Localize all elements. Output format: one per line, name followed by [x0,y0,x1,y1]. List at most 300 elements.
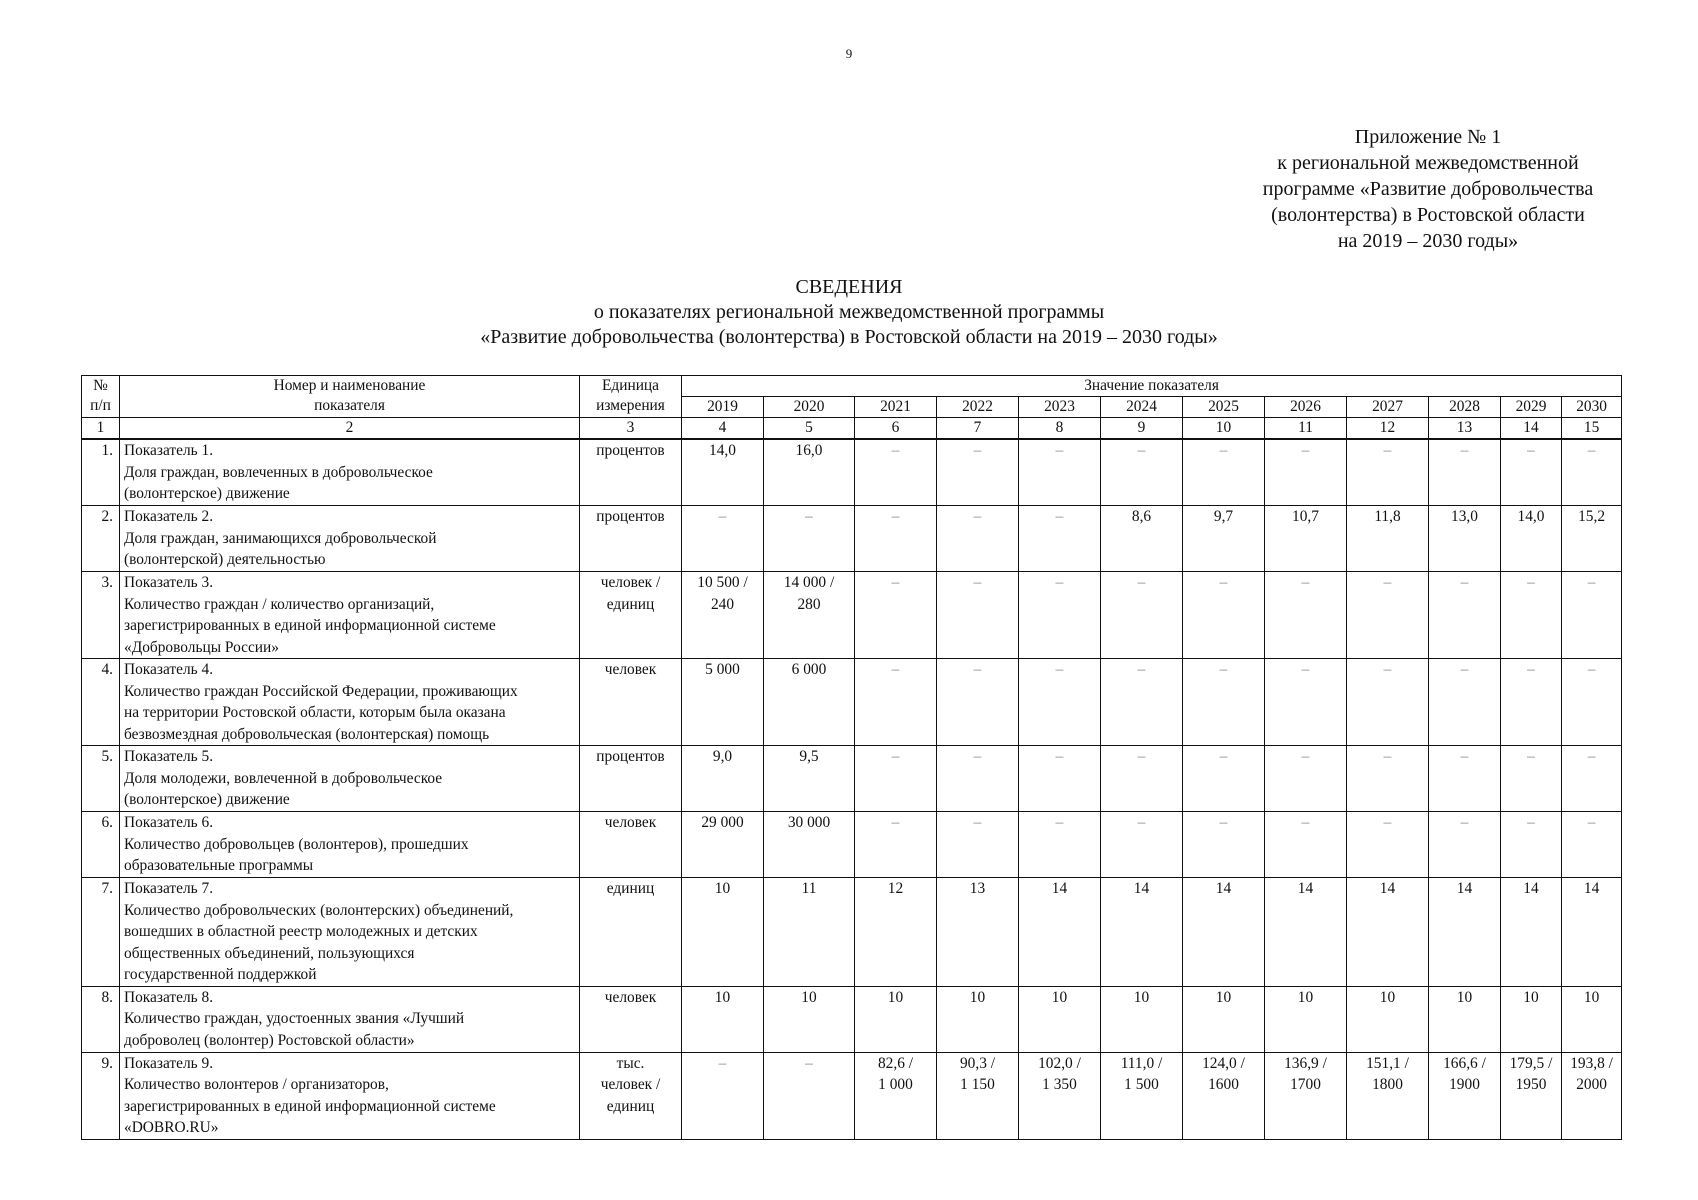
value-cell [1265,506,1347,572]
header-name-cell [120,376,580,418]
value-line: – [973,442,982,459]
value-cell [1562,878,1622,987]
value-line: – [1137,442,1146,459]
indicator-name-line: зарегистрированных в единой информационной системе [124,1097,496,1115]
value-line: – [1383,574,1392,591]
header-unit-line: Единица [601,377,659,394]
indicator-name-line: Доля граждан, занимающихся добровольческой [124,529,437,547]
value-line: – [1219,814,1228,831]
indicator-name-line: Показатель 3. [124,574,214,591]
indicator-name-line: Количество добровольцев (волонтеров), прошедших [124,835,469,853]
value-line: 14 [1379,880,1396,897]
appendix-note [1248,124,1608,254]
value-cell [1347,878,1429,987]
value-cell [1562,986,1622,1052]
indicator-name-line: Количество волонтеров / организаторов, [124,1076,389,1093]
table-row [82,986,1622,1052]
value-cell [1501,746,1562,812]
row-number-cell: 3. [82,572,120,659]
value-line: 102,0 / [1038,1054,1081,1072]
value-line: 30 000 [787,814,831,831]
value-line: 10 500 / [697,574,748,591]
header-year-cell: 2020 [764,397,855,418]
value-cell [1183,812,1265,878]
value-cell [937,1052,1019,1139]
value-line: – [891,748,900,765]
value-line: 14,0 [709,442,736,459]
column-number-cell: 1 [82,418,120,440]
value-cell [855,439,937,506]
value-line: 1700 [1290,1076,1321,1093]
header-unit-line: измерения [596,397,665,414]
value-cell [1347,746,1429,812]
indicator-name-line: Показатель 8. [124,988,214,1006]
value-line: – [973,508,982,525]
header-year-cell: 2030 [1562,397,1622,418]
value-line: – [1527,814,1535,831]
header-year-cell: 2021 [855,397,937,418]
indicator-name-line: Показатель 6. [124,814,214,831]
value-line: – [1137,748,1146,765]
indicator-name-line: (волонтерское) движение [124,485,290,502]
table-row [82,878,1622,987]
value-line: 280 [797,595,821,613]
header-year-cell: 2023 [1019,397,1101,418]
indicator-name-line: Доля граждан, вовлеченных в добровольческое [124,463,433,481]
value-cell [764,659,855,746]
header-year-cell: 2026 [1265,397,1347,418]
row-number-cell: 1. [82,439,120,506]
value-line: 1 350 [1042,1076,1077,1093]
value-cell [855,572,937,659]
value-cell [1183,986,1265,1052]
value-cell [682,746,764,812]
value-cell [1183,572,1265,659]
value-cell [1429,986,1501,1052]
value-line: 10 [1583,988,1600,1006]
value-line: 1 150 [960,1076,995,1093]
value-cell [1183,659,1265,746]
unit-cell [580,812,682,878]
indicator-name-line: «DOBRO.RU» [124,1119,219,1136]
column-number-cell: 6 [855,418,937,440]
value-cell [1265,1052,1347,1139]
value-line: 10 [1523,988,1539,1006]
value-line: 166,6 / [1443,1054,1486,1072]
value-cell [1019,746,1101,812]
value-cell [937,746,1019,812]
appendix-line: к региональной межведомственной [1277,152,1579,174]
indicator-name-cell [120,1052,580,1139]
value-line: – [973,574,982,591]
value-cell [1562,572,1622,659]
value-cell [1562,659,1622,746]
value-cell [1019,506,1101,572]
value-line: – [1137,661,1146,678]
column-number-cell: 11 [1265,418,1347,440]
value-cell [937,986,1019,1052]
value-line: – [1301,814,1310,831]
value-line: – [973,661,982,678]
value-cell [855,986,937,1052]
value-cell [682,986,764,1052]
value-line: 10,7 [1292,508,1319,525]
unit-cell [580,659,682,746]
value-line: 14 [1133,880,1150,897]
value-cell [855,878,937,987]
value-line: – [1137,814,1146,831]
column-number-cell: 9 [1101,418,1183,440]
value-cell [1019,878,1101,987]
value-line: 15,2 [1578,508,1606,525]
indicator-name-line: образовательные программы [124,857,314,874]
value-line: 14,0 [1517,508,1545,525]
unit-line: единиц [606,1097,655,1115]
value-cell [855,1052,937,1139]
indicator-name-line: (волонтерской) деятельностью [124,551,326,568]
value-cell [1501,812,1562,878]
value-line: 1 500 [1124,1076,1159,1093]
table-row [82,659,1622,746]
value-line: – [1383,661,1392,678]
value-line: – [1460,661,1469,678]
indicator-name-cell [120,506,580,572]
indicator-name-line: Показатель 9. [124,1054,214,1072]
value-line: 14 000 / [783,574,835,591]
value-line: – [973,814,982,831]
header-year-cell: 2025 [1183,397,1265,418]
value-line: – [1460,814,1469,831]
header-unit-cell [580,376,682,418]
appendix-line: на 2019 – 2030 годы» [1337,230,1519,252]
value-line: – [1587,814,1596,831]
value-line: – [973,748,982,765]
value-cell [1019,812,1101,878]
value-cell [1101,812,1183,878]
value-line: – [1587,574,1596,591]
indicator-name-line: Показатель 7. [124,880,214,897]
value-cell [1101,506,1183,572]
value-line: 6 000 [791,661,827,678]
value-cell [1347,986,1429,1052]
value-line: 10 [1051,988,1068,1006]
value-line: – [1527,661,1535,678]
column-numbers-row [82,418,1622,440]
value-line: 10 [887,988,904,1006]
indicator-name-cell [120,812,580,878]
table-row [82,572,1622,659]
indicator-name-line: общественных объединений, пользующихся [124,944,415,962]
value-line: 9,5 [799,748,819,765]
value-cell [1501,878,1562,987]
value-line: – [1527,442,1535,459]
value-cell [1265,746,1347,812]
value-line: 124,0 / [1202,1054,1245,1072]
value-line: 179,5 / [1509,1054,1553,1072]
table-row [82,506,1622,572]
value-line: 11 [801,880,817,897]
page-number: 9 [845,46,853,61]
indicators-table [81,375,1622,1140]
value-line: 151,1 / [1366,1054,1409,1072]
value-cell [1429,659,1501,746]
value-cell [1101,572,1183,659]
value-cell [1429,439,1501,506]
value-line: – [1587,748,1596,765]
indicator-name-line: Показатель 5. [124,748,214,765]
header-year-cell: 2029 [1501,397,1562,418]
value-line: 5 000 [705,661,740,678]
column-number-cell: 7 [937,418,1019,440]
value-line: 16,0 [795,442,823,459]
value-cell [1429,1052,1501,1139]
value-cell [1183,746,1265,812]
value-line: 9,0 [712,748,733,765]
value-cell [682,812,764,878]
value-cell [1429,746,1501,812]
row-number-cell: 4. [82,659,120,746]
value-line: – [1460,574,1469,591]
value-line: – [1527,748,1535,765]
value-line: – [1055,574,1064,591]
indicator-name-line: доброволец (волонтер) Ростовской области» [124,1031,415,1049]
unit-line: тыс. [616,1054,645,1072]
value-cell [682,572,764,659]
header-year-cell: 2022 [937,397,1019,418]
indicator-name-line: Доля молодежи, вовлеченной в добровольческое [124,769,443,787]
indicator-name-line: вошедших в областной реестр молодежных и детских [124,923,478,940]
value-cell [1429,878,1501,987]
value-line: – [891,442,900,459]
column-number-cell: 3 [580,418,682,440]
value-cell [1101,659,1183,746]
value-cell [1347,572,1429,659]
value-line: 14 [1051,880,1068,897]
indicator-name-line: на территории Ростовской области, которым была оказана [124,704,506,721]
header-year-cell: 2027 [1347,397,1429,418]
value-cell [1347,439,1429,506]
value-cell [682,439,764,506]
value-line: 13 [969,880,986,897]
value-cell [682,1052,764,1139]
header-value-cell: Значение показателя [682,376,1622,397]
row-number-cell: 7. [82,878,120,987]
value-line: – [1383,748,1392,765]
value-line: – [1219,748,1228,765]
column-number-cell: 14 [1501,418,1562,440]
indicator-name-line: государственной поддержкой [124,966,317,983]
header-year-cell: 2028 [1429,397,1501,418]
value-cell [1347,1052,1429,1139]
value-cell [1265,986,1347,1052]
indicator-name-line: зарегистрированных в единой информационной системе [124,617,496,634]
row-number-cell: 9. [82,1052,120,1139]
header-num-line: п/п [90,397,111,414]
value-line: – [1527,574,1535,591]
value-cell [1101,986,1183,1052]
value-line: 10 [714,880,731,897]
value-line: – [1219,574,1228,591]
value-line: 14 [1215,880,1232,897]
unit-cell [580,506,682,572]
value-cell [682,878,764,987]
header-year-cell: 2024 [1101,397,1183,418]
value-cell [1183,506,1265,572]
value-cell [764,1052,855,1139]
value-cell [1265,878,1347,987]
value-line: – [1055,814,1064,831]
value-line: – [1137,574,1146,591]
indicator-name-line: (волонтерское) движение [124,791,290,808]
header-year-cell: 2019 [682,397,764,418]
value-line: 1900 [1449,1076,1480,1093]
indicator-name-cell [120,986,580,1052]
value-line: 10 [1297,988,1314,1006]
value-cell [1562,506,1622,572]
column-number-cell: 5 [764,418,855,440]
value-line: – [718,508,727,525]
table-row [82,812,1622,878]
value-line: 136,9 / [1284,1054,1327,1072]
value-line: – [891,814,900,831]
unit-line: человек [604,814,657,831]
value-cell [1347,659,1429,746]
value-cell [764,986,855,1052]
header-num-line: № [93,377,108,394]
value-cell [1562,439,1622,506]
value-line: – [891,661,900,678]
value-line: – [805,1054,813,1072]
value-cell [764,572,855,659]
indicator-name-line: Показатель 2. [124,508,214,525]
value-cell [1429,506,1501,572]
unit-cell [580,1052,682,1139]
unit-line: единиц [606,595,655,613]
indicator-name-line: Количество граждан / количество организаций, [124,595,435,613]
indicator-name-line: Показатель 1. [124,442,214,459]
row-number-cell: 6. [82,812,120,878]
value-line: – [805,508,813,525]
value-cell [764,878,855,987]
value-line: – [1055,508,1064,525]
value-cell [937,659,1019,746]
unit-line: человек [604,661,657,678]
value-cell [1019,659,1101,746]
unit-line: процентов [596,748,665,765]
indicator-name-line: «Добровольцы России» [124,638,279,656]
column-number-cell: 15 [1562,418,1622,440]
unit-cell [580,878,682,987]
value-cell [1101,1052,1183,1139]
value-line: – [1460,442,1469,459]
value-cell [1501,659,1562,746]
value-line: – [1587,442,1596,459]
indicator-name-line: Количество граждан Российской Федерации, проживающих [124,682,518,700]
value-cell [1501,1052,1562,1139]
value-cell [1347,506,1429,572]
value-cell [764,439,855,506]
unit-line: процентов [596,442,665,459]
value-cell [1562,746,1622,812]
value-line: 1950 [1515,1076,1547,1093]
value-line: 8,6 [1131,508,1152,525]
value-line: – [1055,661,1064,678]
table-row [82,746,1622,812]
header-num-cell [82,376,120,418]
value-cell [764,506,855,572]
value-line: 12 [887,880,904,897]
row-number-cell: 2. [82,506,120,572]
value-cell [1265,439,1347,506]
header-name-line: показателя [314,397,385,414]
column-number-cell: 10 [1183,418,1265,440]
column-number-cell: 8 [1019,418,1101,440]
unit-cell [580,746,682,812]
value-line: – [1219,661,1228,678]
value-cell [764,812,855,878]
value-cell [1347,812,1429,878]
appendix-line: программе «Развитие добровольчества [1262,178,1594,200]
column-number-cell: 12 [1347,418,1429,440]
value-line: 2000 [1576,1076,1607,1093]
value-cell [1183,439,1265,506]
value-line: 82,6 / [877,1054,914,1072]
unit-line: процентов [596,508,665,525]
value-line: – [1301,748,1310,765]
value-cell [1501,986,1562,1052]
value-line: 1 000 [878,1076,913,1093]
value-line: 10 [801,988,817,1006]
value-line: 29 000 [701,814,744,831]
value-line: 111,0 / [1120,1054,1163,1072]
appendix-line: Приложение № 1 [1354,126,1502,148]
value-cell [937,439,1019,506]
value-cell [1183,878,1265,987]
value-line: 14 [1583,880,1600,897]
value-cell [937,572,1019,659]
value-line: 10 [1379,988,1396,1006]
value-line: 1600 [1208,1076,1239,1093]
value-line: – [1383,814,1392,831]
value-cell [855,659,937,746]
value-cell [1183,1052,1265,1139]
document-title [0,275,1698,350]
table-row [82,1052,1622,1139]
value-line: 14 [1297,880,1314,897]
row-number-cell: 8. [82,986,120,1052]
value-line: – [718,1054,727,1072]
value-cell [937,506,1019,572]
value-cell [855,506,937,572]
value-cell [1501,439,1562,506]
value-line: – [1055,442,1064,459]
indicator-name-cell [120,572,580,659]
column-number-cell: 4 [682,418,764,440]
value-line: – [1460,748,1469,765]
value-cell [937,878,1019,987]
header-name-line: Номер и наименование [273,377,426,394]
value-cell [1265,659,1347,746]
value-cell [855,812,937,878]
value-cell [1265,572,1347,659]
unit-line: человек / [600,574,661,591]
value-line: 90,3 / [959,1054,996,1072]
value-cell [1019,1052,1101,1139]
indicator-name-line: Показатель 4. [124,661,214,678]
value-line: 10 [1456,988,1473,1006]
value-line: – [891,508,900,525]
appendix-line: (волонтерства) в Ростовской области [1271,204,1585,226]
